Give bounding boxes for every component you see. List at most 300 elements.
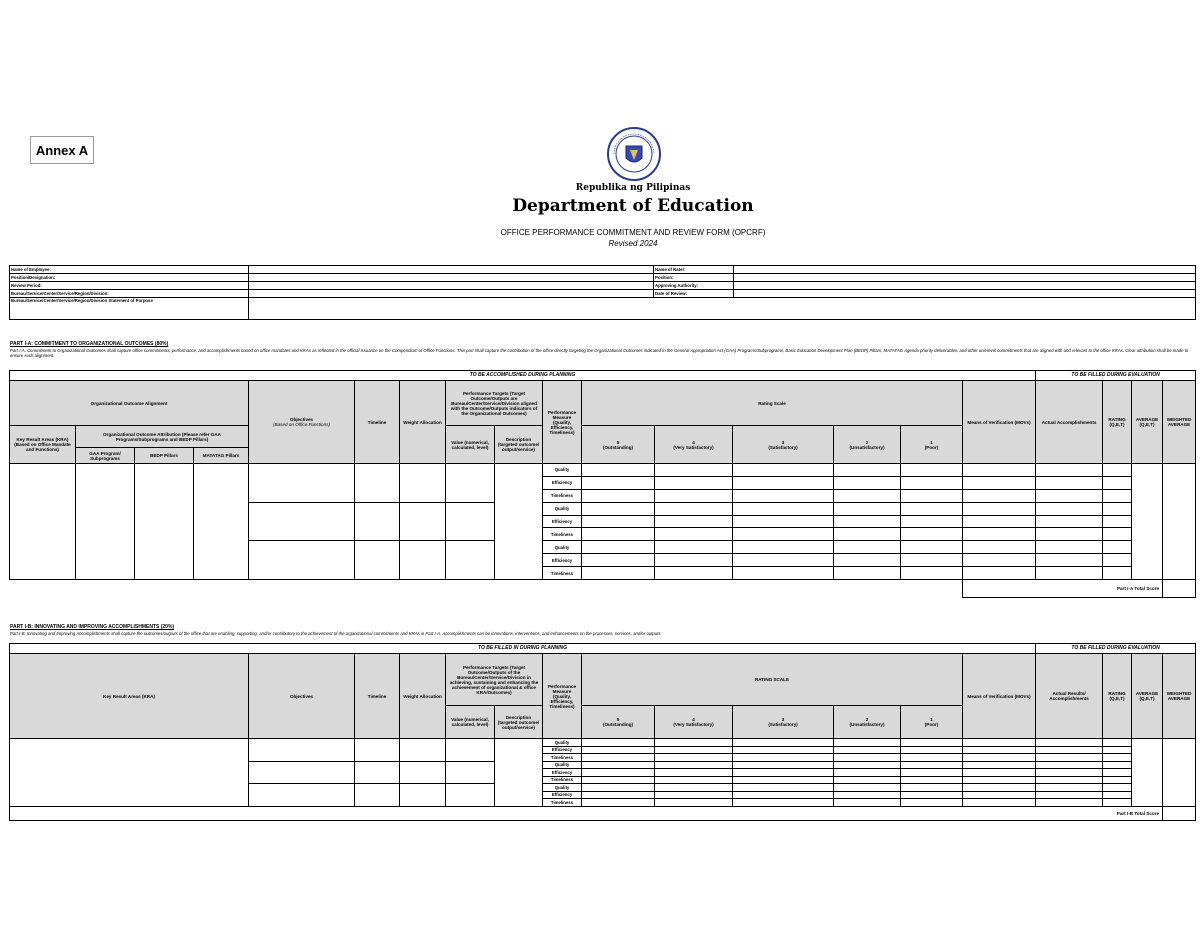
info-row (10, 298, 1196, 320)
cell[interactable] (1036, 761, 1103, 769)
cell[interactable] (963, 476, 1036, 489)
description-cell[interactable] (495, 464, 543, 580)
gaa-header: GAA Program/ Subprograms (76, 448, 135, 464)
measure-efficiency: Efficiency (543, 515, 582, 528)
cell[interactable] (1036, 554, 1103, 567)
name-rater-label: Name of Rater: (654, 266, 734, 274)
cell[interactable] (582, 515, 655, 528)
objectives-header (249, 381, 355, 464)
cell[interactable] (1036, 799, 1103, 807)
cell[interactable] (733, 761, 834, 769)
cell[interactable] (655, 799, 733, 807)
cell[interactable] (733, 489, 834, 502)
perf-measure-header: Performance Measure (Quality, Efficiency, Timeliness) (543, 654, 582, 739)
cell[interactable] (1103, 761, 1132, 769)
banner-planning: TO BE ACCOMPLISHED DURING PLANNING (10, 371, 1036, 381)
cell[interactable] (834, 464, 901, 477)
cell[interactable] (582, 799, 655, 807)
cell[interactable] (655, 502, 733, 515)
objectives-header: Objectives (249, 654, 355, 739)
cell[interactable] (834, 776, 901, 784)
total-row (10, 580, 1196, 598)
scale-num: 3 (781, 439, 785, 445)
cell[interactable] (901, 799, 963, 807)
cell[interactable] (1036, 567, 1103, 580)
cell[interactable] (733, 799, 834, 807)
banner-evaluation: TO BE FILLED DURING EVALUATION (1036, 371, 1196, 381)
cell[interactable] (901, 791, 963, 799)
scale-label: (Unsatisfactory) (849, 444, 885, 450)
info-row (10, 274, 1196, 282)
cell[interactable] (963, 761, 1036, 769)
weight-header: Weight Allocation (400, 654, 446, 739)
position-designation-label: Position/Designation: (10, 274, 249, 282)
timeline-cell[interactable] (355, 502, 400, 541)
cell[interactable] (901, 502, 963, 515)
name-employee-field[interactable] (249, 266, 654, 274)
cell[interactable] (733, 746, 834, 754)
kra-cell[interactable] (10, 739, 249, 807)
attribution-header: Organizational Outcome Attribution (Please refer GAA Programs/Subprograms and BEDP Pillars) (76, 426, 249, 448)
total-row (10, 806, 1196, 820)
cell[interactable] (963, 541, 1036, 554)
measure-quality: Quality (543, 739, 582, 747)
header-row-1 (10, 381, 1196, 426)
cell[interactable] (901, 489, 963, 502)
cell[interactable] (834, 739, 901, 747)
scale-label: (Outstanding) (602, 722, 634, 727)
cell[interactable] (1103, 784, 1132, 792)
cell[interactable] (834, 541, 901, 554)
scale-1-header (901, 426, 963, 464)
value-cell[interactable] (446, 541, 495, 580)
cell[interactable] (901, 761, 963, 769)
cell[interactable] (834, 769, 901, 777)
cell[interactable] (963, 791, 1036, 799)
part-b-description: Part I-B. Innovating and Improving Accomplishments shall capture the outcomes/outputs of the office that are enabling, supporting, and/or contributory to the achievement of the organizational commitments and KRAs in Part I-A. Accomplishments can be innovations, interventions, and enhancements on the processes, services, and/or outputs. (10, 631, 662, 636)
review-period-field[interactable] (249, 282, 654, 290)
cell[interactable] (834, 784, 901, 792)
measure-timeliness: Timeliness (543, 799, 582, 807)
cell[interactable] (1103, 489, 1132, 502)
measure-quality: Quality (543, 502, 582, 515)
value-cell[interactable] (446, 464, 495, 503)
weighted-header: WEIGHTED AVERAGE (1163, 654, 1196, 739)
part-a-total-value[interactable] (1163, 580, 1196, 598)
cell[interactable] (655, 784, 733, 792)
cell[interactable] (655, 489, 733, 502)
cell[interactable] (655, 567, 733, 580)
cell[interactable] (733, 784, 834, 792)
org-alignment-header: Organizational Outcome Alignment (10, 381, 249, 426)
cell[interactable] (901, 739, 963, 747)
cell[interactable] (963, 776, 1036, 784)
banner-row (10, 371, 1196, 381)
republika-text: Republika ng Pilipinas (575, 183, 691, 193)
cell[interactable] (655, 515, 733, 528)
timeline-cell[interactable] (355, 784, 400, 807)
name-employee-label: Name of Employee: (10, 266, 249, 274)
part-a-description: Part I-A. Commitment to Organizational Outcomes shall capture office commitments, performance, and accomplishments based on office mandates and KRAs as reflected in the official issuance on the Compendium of Office Functions. This part shall capture the contribution of the office directly targeting the Organizational Outcomes indicated in the General Appropriation Act (GAA) Programs/Subprograms, Basic Education Development Plan (BEDP) Pillars, MATATAG Agenda priority deliverables, and other unit-level commitments that are aligned with and relevant to the office KRAs. Clear attribution shall be made to ensure such alignment. (10, 348, 1189, 358)
cell[interactable] (582, 528, 655, 541)
scale-num: 2 (865, 717, 869, 722)
measure-timeliness: Timeliness (543, 776, 582, 784)
cell[interactable] (733, 554, 834, 567)
cell[interactable] (655, 746, 733, 754)
cell[interactable] (733, 776, 834, 784)
cell[interactable] (733, 739, 834, 747)
cell[interactable] (582, 554, 655, 567)
cell[interactable] (963, 799, 1036, 807)
cell[interactable] (834, 515, 901, 528)
scale-3-header (733, 426, 834, 464)
statement-purpose-field[interactable] (249, 298, 1196, 320)
weight-cell[interactable] (400, 464, 446, 503)
employee-info-table (9, 265, 1196, 320)
table-row (10, 739, 1196, 747)
cell[interactable] (582, 784, 655, 792)
measure-timeliness: Timeliness (543, 754, 582, 762)
weight-cell[interactable] (400, 541, 446, 580)
table-row (10, 464, 1196, 477)
cell[interactable] (1103, 776, 1132, 784)
timeline-cell[interactable] (355, 761, 400, 784)
cell[interactable] (733, 515, 834, 528)
measure-efficiency: Efficiency (543, 769, 582, 777)
part-a-heading: PART I-A: COMMITMENT TO ORGANIZATIONAL OUTCOMES (80%) (10, 341, 169, 347)
cell[interactable] (655, 554, 733, 567)
cell[interactable] (582, 489, 655, 502)
rating-scale-header: RATING SCALE (582, 654, 963, 706)
cell[interactable] (582, 761, 655, 769)
mov-header: Means of Verification (MOVs) (963, 381, 1036, 464)
cell[interactable] (1036, 528, 1103, 541)
cell[interactable] (963, 464, 1036, 477)
scale-2-header (834, 706, 901, 739)
value-header: Value (numerical, calculated, level) (446, 706, 495, 739)
cell[interactable] (1103, 515, 1132, 528)
cell[interactable] (655, 464, 733, 477)
cell[interactable] (1036, 739, 1103, 747)
cell[interactable] (963, 554, 1036, 567)
cell[interactable] (1103, 464, 1132, 477)
measure-efficiency: Efficiency (543, 746, 582, 754)
cell[interactable] (963, 515, 1036, 528)
info-row (10, 266, 1196, 274)
cell[interactable] (1103, 799, 1132, 807)
scale-3-header (733, 706, 834, 739)
cell[interactable] (963, 489, 1036, 502)
cell[interactable] (901, 769, 963, 777)
objective-cell[interactable] (249, 784, 355, 807)
measure-timeliness: Timeliness (543, 489, 582, 502)
cell[interactable] (1103, 791, 1132, 799)
weighted-cell[interactable] (1163, 739, 1196, 807)
rating-header: RATING (Q,E,T) (1103, 654, 1132, 739)
cell[interactable] (582, 769, 655, 777)
part-b-total-value[interactable] (1163, 806, 1196, 820)
cell[interactable] (655, 769, 733, 777)
cell[interactable] (901, 754, 963, 762)
scale-label: (Poor) (924, 722, 939, 727)
cell[interactable] (1036, 769, 1103, 777)
scale-num: 2 (865, 439, 869, 445)
scale-label: (Unsatisfactory) (849, 722, 885, 727)
cell[interactable] (834, 528, 901, 541)
position-designation-field[interactable] (249, 274, 654, 282)
weight-cell[interactable] (400, 502, 446, 541)
part-a-total-label: Part I-A Total Score (963, 580, 1163, 598)
cell[interactable] (834, 554, 901, 567)
cell[interactable] (733, 502, 834, 515)
cell[interactable] (582, 541, 655, 554)
cell[interactable] (901, 515, 963, 528)
cell[interactable] (582, 791, 655, 799)
weight-cell[interactable] (400, 739, 446, 762)
cell[interactable] (834, 799, 901, 807)
cell[interactable] (1036, 515, 1103, 528)
scale-num: 4 (692, 439, 695, 445)
scale-4-header (655, 426, 733, 464)
weight-cell[interactable] (400, 761, 446, 784)
cell[interactable] (582, 754, 655, 762)
review-period-label: Review Period: (10, 282, 249, 290)
perf-measure-header: Performance Measure (Quality, Efficiency, Timeliness) (543, 381, 582, 464)
cell[interactable] (963, 567, 1036, 580)
cell[interactable] (733, 476, 834, 489)
scale-num: 1 (930, 717, 933, 722)
matatag-cell[interactable] (194, 464, 249, 580)
cell[interactable] (733, 754, 834, 762)
cell[interactable] (733, 541, 834, 554)
description-header: Description (targeted outcome/ output/service) (495, 706, 543, 739)
description-header: Description (targeted outcome/ output/service) (495, 426, 543, 464)
scale-label: (Outstanding) (602, 444, 634, 450)
cell[interactable] (901, 776, 963, 784)
cell[interactable] (655, 476, 733, 489)
cell[interactable] (582, 739, 655, 747)
average-header: AVERAGE (Q,E,T) (1132, 381, 1163, 464)
cell[interactable] (1103, 502, 1132, 515)
cell[interactable] (1036, 791, 1103, 799)
annex-label: Annex A (30, 136, 94, 164)
average-header: AVERAGE (Q,E,T) (1132, 654, 1163, 739)
info-row (10, 282, 1196, 290)
cell[interactable] (834, 476, 901, 489)
cell[interactable] (655, 754, 733, 762)
targets-header: Performance Targets (Target Outcome/Outputs are Bureau/Center/Service/Division aligned with the Outcome/Outputs indicators of the Organizational Outcomes) (446, 381, 543, 426)
cell[interactable] (1036, 746, 1103, 754)
objective-cell[interactable] (249, 464, 355, 503)
scale-5-header (582, 426, 655, 464)
name-rater-field[interactable] (734, 266, 1196, 274)
position-field[interactable] (734, 274, 1196, 282)
weighted-cell[interactable] (1163, 464, 1196, 580)
cell[interactable] (1103, 746, 1132, 754)
value-header: Value (numerical, calculated, level) (446, 426, 495, 464)
deped-seal-icon (606, 126, 662, 182)
cell[interactable] (1036, 541, 1103, 554)
cell[interactable] (834, 754, 901, 762)
cell[interactable] (1103, 754, 1132, 762)
kra-cell[interactable] (10, 464, 76, 580)
cell[interactable] (582, 476, 655, 489)
cell[interactable] (834, 791, 901, 799)
cell[interactable] (655, 739, 733, 747)
position-label: Position: (654, 274, 734, 282)
cell[interactable] (733, 791, 834, 799)
cell[interactable] (655, 541, 733, 554)
cell[interactable] (582, 464, 655, 477)
cell[interactable] (901, 746, 963, 754)
scale-4-header (655, 706, 733, 739)
weighted-header: WEIGHTED AVERAGE (1163, 381, 1196, 464)
cell[interactable] (655, 528, 733, 541)
rating-scale-header: Rating Scale (582, 381, 963, 426)
cell[interactable] (963, 784, 1036, 792)
cell[interactable] (1103, 567, 1132, 580)
cell[interactable] (963, 746, 1036, 754)
cell[interactable] (1036, 784, 1103, 792)
cell[interactable] (1036, 464, 1103, 477)
cell[interactable] (1036, 754, 1103, 762)
cell[interactable] (901, 567, 963, 580)
objectives-label: Objectives (289, 417, 314, 422)
info-row (10, 290, 1196, 298)
objectives-sub-label: (Based on Office Functions) (273, 422, 330, 427)
cell[interactable] (655, 791, 733, 799)
value-cell[interactable] (446, 502, 495, 541)
scale-num: 3 (781, 717, 785, 722)
cell[interactable] (963, 769, 1036, 777)
cell[interactable] (963, 739, 1036, 747)
part-b-total-label: Part I-B Total Score (10, 806, 1163, 820)
description-cell[interactable] (495, 739, 543, 807)
part-b-table (9, 643, 1196, 821)
banner-planning: TO BE FILLED IN DURING PLANNING (10, 644, 1036, 654)
cell[interactable] (582, 746, 655, 754)
scale-label: (Satisfactory) (768, 444, 798, 450)
part-b-heading: PART I-B: INNOVATING AND IMPROVING ACCOMPLISHMENTS (20%) (10, 624, 175, 630)
measure-quality: Quality (543, 464, 582, 477)
cell[interactable] (655, 776, 733, 784)
matatag-header: MATATAG Pillars (194, 448, 249, 464)
cell[interactable] (1103, 541, 1132, 554)
objective-cell[interactable] (249, 761, 355, 784)
cell[interactable] (1036, 776, 1103, 784)
cell[interactable] (834, 761, 901, 769)
date-review-label: Date of Review: (654, 290, 734, 298)
objective-cell[interactable] (249, 541, 355, 580)
cell[interactable] (733, 769, 834, 777)
form-title: OFFICE PERFORMANCE COMMITMENT AND REVIEW FORM (OPCRF) (500, 228, 766, 237)
measure-quality: Quality (543, 784, 582, 792)
scale-label: (Very Satisfactory) (673, 444, 714, 450)
weight-header: Weight Allocation (400, 381, 446, 464)
timeline-cell[interactable] (355, 739, 400, 762)
cell[interactable] (655, 761, 733, 769)
cell[interactable] (901, 554, 963, 567)
value-cell[interactable] (446, 761, 495, 784)
department-title: Department of Education (512, 196, 754, 216)
weight-cell[interactable] (400, 784, 446, 807)
banner-evaluation: TO BE FILLED DURING EVALUATION (1036, 644, 1196, 654)
spacer (10, 580, 963, 598)
gaa-cell[interactable] (76, 464, 135, 580)
banner-row (10, 644, 1196, 654)
objective-cell[interactable] (249, 739, 355, 762)
part-a-table (9, 370, 1196, 598)
scale-num: 5 (616, 717, 620, 722)
statement-purpose-label: Bureau/Service/Center/Service/Region/Division Statement of Purpose (10, 298, 249, 320)
measure-timeliness: Timeliness (543, 528, 582, 541)
scale-num: 5 (616, 439, 620, 445)
value-cell[interactable] (446, 784, 495, 807)
timeline-cell[interactable] (355, 541, 400, 580)
cell[interactable] (834, 746, 901, 754)
cell[interactable] (963, 528, 1036, 541)
cell[interactable] (1103, 554, 1132, 567)
cell[interactable] (901, 784, 963, 792)
cell[interactable] (1036, 476, 1103, 489)
cell[interactable] (733, 528, 834, 541)
date-review-field[interactable] (734, 290, 1196, 298)
measure-quality: Quality (543, 761, 582, 769)
value-cell[interactable] (446, 739, 495, 762)
bedp-cell[interactable] (135, 464, 194, 580)
cell[interactable] (901, 528, 963, 541)
cell[interactable] (1103, 476, 1132, 489)
measure-quality: Quality (543, 541, 582, 554)
actual-header: Actual Results/ Accomplishments (1036, 654, 1103, 739)
scale-num: 1 (930, 439, 933, 445)
timeline-header: Timeline (355, 381, 400, 464)
scale-label: (Satisfactory) (768, 722, 798, 727)
kra-header: Key Result Areas (KRA) (10, 654, 249, 739)
cell[interactable] (963, 502, 1036, 515)
cell[interactable] (1103, 739, 1132, 747)
cell[interactable] (733, 567, 834, 580)
cell[interactable] (733, 464, 834, 477)
cell[interactable] (834, 489, 901, 502)
objective-cell[interactable] (249, 502, 355, 541)
average-cell[interactable] (1132, 464, 1163, 580)
cell[interactable] (1103, 769, 1132, 777)
cell[interactable] (1103, 528, 1132, 541)
measure-efficiency: Efficiency (543, 554, 582, 567)
cell[interactable] (834, 502, 901, 515)
cell[interactable] (1036, 502, 1103, 515)
bedp-header: BEDP Pillars (135, 448, 194, 464)
cell[interactable] (901, 476, 963, 489)
bureau-field[interactable] (249, 290, 654, 298)
cell[interactable] (582, 776, 655, 784)
cell[interactable] (834, 567, 901, 580)
cell[interactable] (582, 502, 655, 515)
scale-label: (Very Satisfactory) (673, 722, 714, 727)
average-cell[interactable] (1132, 739, 1163, 807)
approving-authority-field[interactable] (734, 282, 1196, 290)
cell[interactable] (582, 567, 655, 580)
bureau-label: Bureau/Service/Center/Service/Region/Division: (10, 290, 249, 298)
measure-timeliness: Timeliness (543, 567, 582, 580)
cell[interactable] (901, 541, 963, 554)
cell[interactable] (1036, 489, 1103, 502)
timeline-cell[interactable] (355, 464, 400, 503)
rating-header: RATING (Q,E,T) (1103, 381, 1132, 464)
cell[interactable] (901, 464, 963, 477)
cell[interactable] (963, 754, 1036, 762)
